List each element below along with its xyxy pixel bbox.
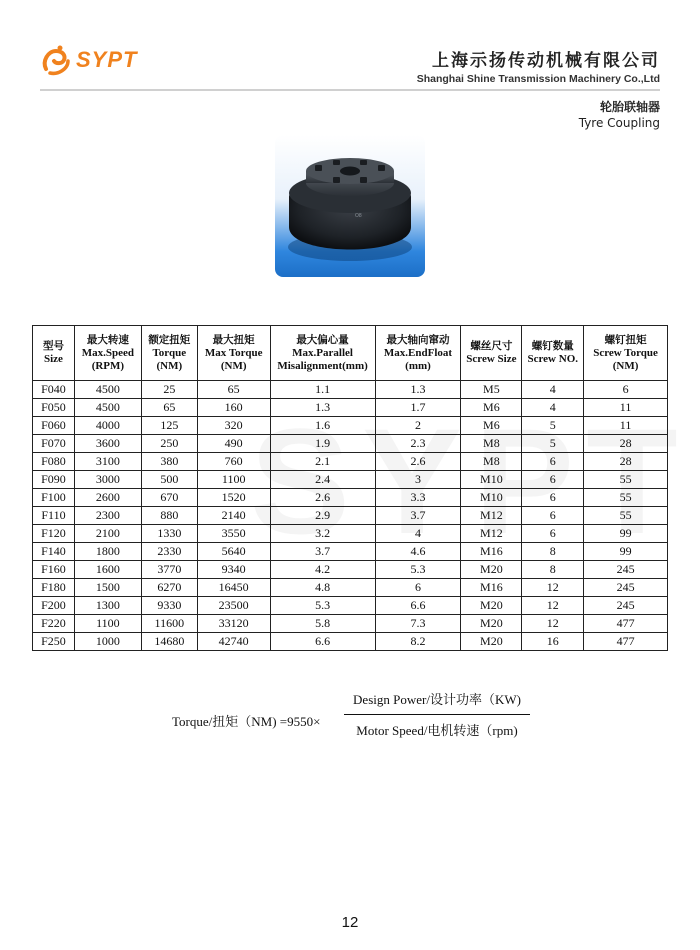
product-title-en: Tyre Coupling <box>578 116 660 130</box>
table-cell: 3550 <box>197 525 270 543</box>
table-row <box>33 579 668 597</box>
table-cell: 4.8 <box>270 579 375 597</box>
table-cell: 1100 <box>74 615 141 633</box>
specification-table <box>32 325 668 651</box>
column-header-cn: 螺钉扭矩 <box>604 333 647 346</box>
table-row <box>33 507 668 525</box>
table-cell: M8 <box>461 453 522 471</box>
column-header <box>197 326 270 381</box>
table-cell: 320 <box>197 417 270 435</box>
table-cell: M20 <box>461 561 522 579</box>
table-cell: 5.8 <box>270 615 375 633</box>
table-row <box>33 489 668 507</box>
table-cell: M16 <box>461 543 522 561</box>
table-row <box>33 399 668 417</box>
column-header-cn: 额定扭矩 <box>148 333 191 346</box>
formula-fraction <box>344 690 530 741</box>
table-cell: 1500 <box>74 579 141 597</box>
column-header-cn: 最大偏心量 <box>296 333 349 346</box>
table-cell: 6 <box>584 381 668 399</box>
column-header <box>33 326 75 381</box>
column-header-cn: 螺丝尺寸 <box>470 340 513 352</box>
table-cell: 2140 <box>197 507 270 525</box>
table-row <box>33 543 668 561</box>
company-logo <box>40 42 137 78</box>
table-cell: 2.6 <box>375 453 461 471</box>
table-cell: 1520 <box>197 489 270 507</box>
table-cell: 3.2 <box>270 525 375 543</box>
column-header-en: Max.EndFloat <box>383 346 453 359</box>
table-cell: 9330 <box>141 597 197 615</box>
table-cell: 6 <box>522 525 584 543</box>
table-cell: 1.6 <box>270 417 375 435</box>
svg-text:O8: O8 <box>355 213 362 219</box>
table-cell: M10 <box>461 489 522 507</box>
table-cell: 5.3 <box>270 597 375 615</box>
column-header <box>522 326 584 381</box>
table-cell: 2330 <box>141 543 197 561</box>
table-cell: 3 <box>375 471 461 489</box>
table-cell: F060 <box>33 417 75 435</box>
table-cell: 477 <box>584 633 668 651</box>
table-cell: M8 <box>461 435 522 453</box>
table-cell: 1.3 <box>375 381 461 399</box>
table-cell: F040 <box>33 381 75 399</box>
table-cell: 245 <box>584 579 668 597</box>
table-cell: 6 <box>375 579 461 597</box>
table-cell: F120 <box>33 525 75 543</box>
table-cell: 5 <box>522 435 584 453</box>
table-cell: 1300 <box>74 597 141 615</box>
table-cell: 6 <box>522 489 584 507</box>
logo-swirl-icon <box>40 43 74 77</box>
table-cell: 4.2 <box>270 561 375 579</box>
product-photo <box>275 135 425 277</box>
table-cell: 4500 <box>74 399 141 417</box>
table-cell: 4000 <box>74 417 141 435</box>
table-cell: 2.6 <box>270 489 375 507</box>
table-cell: 477 <box>584 615 668 633</box>
table-cell: 3.3 <box>375 489 461 507</box>
table-cell: 2600 <box>74 489 141 507</box>
table-cell: 4 <box>522 399 584 417</box>
product-title-block <box>579 98 660 130</box>
column-header-en: Screw Torque <box>593 346 658 359</box>
column-header-en: Max.Speed <box>81 346 135 359</box>
column-header-en: Size <box>43 353 63 365</box>
table-cell: 1.3 <box>270 399 375 417</box>
table-cell: 880 <box>141 507 197 525</box>
table-cell: 6.6 <box>270 633 375 651</box>
table-cell: 2.9 <box>270 507 375 525</box>
table-cell: 7.3 <box>375 615 461 633</box>
table-cell: 2100 <box>74 525 141 543</box>
table-cell: 1600 <box>74 561 141 579</box>
product-title-cn: 轮胎联轴器 <box>599 100 660 114</box>
table-cell: M20 <box>461 597 522 615</box>
table-row <box>33 615 668 633</box>
table-cell: 3600 <box>74 435 141 453</box>
table-cell: F220 <box>33 615 75 633</box>
column-header-unit: Misalignment(mm) <box>277 359 368 372</box>
table-cell: 25 <box>141 381 197 399</box>
table-cell: 6270 <box>141 579 197 597</box>
table-cell: 11 <box>584 399 668 417</box>
company-name-block <box>417 46 660 85</box>
header-divider <box>40 89 660 91</box>
table-cell: 8 <box>522 543 584 561</box>
table-row <box>33 471 668 489</box>
table-cell: 11600 <box>141 615 197 633</box>
table-cell: 9340 <box>197 561 270 579</box>
table-cell: 1000 <box>74 633 141 651</box>
table-cell: 65 <box>141 399 197 417</box>
column-header-en: Torque <box>152 346 187 359</box>
table-cell: 500 <box>141 471 197 489</box>
table-cell: 12 <box>522 615 584 633</box>
column-header-en: Screw Size <box>466 353 517 365</box>
table-cell: 65 <box>197 381 270 399</box>
table-cell: F050 <box>33 399 75 417</box>
logo-text: SYPT <box>76 47 138 72</box>
column-header-unit: (NM) <box>220 359 247 372</box>
table-row <box>33 633 668 651</box>
table-cell: M10 <box>461 471 522 489</box>
table-cell: 28 <box>584 435 668 453</box>
table-cell: 14680 <box>141 633 197 651</box>
column-header <box>461 326 522 381</box>
table-cell: 4 <box>522 381 584 399</box>
table-row <box>33 525 668 543</box>
table-cell: 55 <box>584 507 668 525</box>
table-cell: F180 <box>33 579 75 597</box>
table-cell: F080 <box>33 453 75 471</box>
table-cell: 1330 <box>141 525 197 543</box>
table-cell: 5 <box>522 417 584 435</box>
table-cell: 6 <box>522 507 584 525</box>
table-cell: F250 <box>33 633 75 651</box>
column-header-cn: 最大轴向窜动 <box>386 333 450 346</box>
column-header-en: Screw NO. <box>527 353 578 365</box>
column-header-cn: 型号 <box>42 340 64 352</box>
table-cell: 2.1 <box>270 453 375 471</box>
table-cell: 245 <box>584 597 668 615</box>
table-cell: 490 <box>197 435 270 453</box>
column-header-unit: (NM) <box>156 359 183 372</box>
table-cell: M6 <box>461 417 522 435</box>
column-header-cn: 螺钉数量 <box>531 340 574 352</box>
table-cell: F140 <box>33 543 75 561</box>
table-cell: 11 <box>584 417 668 435</box>
table-cell: 1.9 <box>270 435 375 453</box>
formula-denominator: Motor Speed/电机转速（rpm) <box>356 723 518 738</box>
table-cell: 380 <box>141 453 197 471</box>
table-cell: 3100 <box>74 453 141 471</box>
table-cell: 8 <box>522 561 584 579</box>
table-row <box>33 435 668 453</box>
table-cell: 3.7 <box>375 507 461 525</box>
table-cell: 16 <box>522 633 584 651</box>
table-cell: M5 <box>461 381 522 399</box>
formula-numerator: Design Power/设计功率（KW) <box>353 692 521 707</box>
table-cell: 5640 <box>197 543 270 561</box>
column-header-en: Max Torque <box>204 346 263 359</box>
table-cell: 160 <box>197 399 270 417</box>
table-cell: 250 <box>141 435 197 453</box>
column-header-cn: 最大扭矩 <box>212 333 255 346</box>
column-header <box>74 326 141 381</box>
table-cell: 6 <box>522 471 584 489</box>
table-cell: 4 <box>375 525 461 543</box>
table-row <box>33 561 668 579</box>
company-name-cn: 上海示扬传动机械有限公司 <box>432 51 660 71</box>
table-cell: 2.3 <box>375 435 461 453</box>
table-cell: 55 <box>584 489 668 507</box>
table-cell: 1800 <box>74 543 141 561</box>
table-cell: 42740 <box>197 633 270 651</box>
table-cell: 33120 <box>197 615 270 633</box>
column-header <box>375 326 461 381</box>
column-header <box>141 326 197 381</box>
table-cell: 6.6 <box>375 597 461 615</box>
table-body <box>33 381 668 651</box>
formula-left: Torque/扭矩（NM) =9550× <box>172 714 321 729</box>
table-cell: F090 <box>33 471 75 489</box>
table-cell: 55 <box>584 471 668 489</box>
table-row <box>33 417 668 435</box>
table-cell: 12 <box>522 597 584 615</box>
table-cell: M16 <box>461 579 522 597</box>
table-cell: 760 <box>197 453 270 471</box>
table-cell: 99 <box>584 543 668 561</box>
table-cell: 3.7 <box>270 543 375 561</box>
table-cell: F200 <box>33 597 75 615</box>
column-header-unit: (RPM) <box>91 359 125 372</box>
table-cell: F100 <box>33 489 75 507</box>
table-row <box>33 381 668 399</box>
table-cell: 1100 <box>197 471 270 489</box>
table-cell: 23500 <box>197 597 270 615</box>
column-header-cn: 最大转速 <box>86 333 129 346</box>
table-cell: F160 <box>33 561 75 579</box>
table-cell: 12 <box>522 579 584 597</box>
table-cell: M12 <box>461 507 522 525</box>
table-cell: 4500 <box>74 381 141 399</box>
table-cell: F070 <box>33 435 75 453</box>
table-cell: 8.2 <box>375 633 461 651</box>
table-cell: 1.7 <box>375 399 461 417</box>
column-header-unit: (mm) <box>405 359 431 372</box>
page-number: 12 <box>341 914 359 931</box>
table-cell: 28 <box>584 453 668 471</box>
table-cell: 2.4 <box>270 471 375 489</box>
table-cell: F110 <box>33 507 75 525</box>
table-cell: 3000 <box>74 471 141 489</box>
table-cell: 6 <box>522 453 584 471</box>
column-header <box>584 326 668 381</box>
column-header <box>270 326 375 381</box>
table-cell: 125 <box>141 417 197 435</box>
tyre-coupling-image <box>275 135 425 277</box>
table-row <box>33 597 668 615</box>
table-row <box>33 453 668 471</box>
table-cell: 2300 <box>74 507 141 525</box>
column-header-en: Max.Parallel <box>292 346 353 359</box>
table-cell: 5.3 <box>375 561 461 579</box>
table-cell: 99 <box>584 525 668 543</box>
column-header-unit: (NM) <box>612 359 639 372</box>
table-cell: 3770 <box>141 561 197 579</box>
table-cell: 245 <box>584 561 668 579</box>
table-header-row <box>33 326 668 381</box>
table-cell: 2 <box>375 417 461 435</box>
table-cell: 4.6 <box>375 543 461 561</box>
table-cell: M6 <box>461 399 522 417</box>
company-name-en: Shanghai Shine Transmission Machinery Co.,Ltd <box>416 73 660 85</box>
table-cell: M20 <box>461 633 522 651</box>
fraction-bar <box>344 714 530 715</box>
table-cell: 1.1 <box>270 381 375 399</box>
table-cell: 16450 <box>197 579 270 597</box>
table-cell: 670 <box>141 489 197 507</box>
table-cell: M12 <box>461 525 522 543</box>
table-cell: M20 <box>461 615 522 633</box>
